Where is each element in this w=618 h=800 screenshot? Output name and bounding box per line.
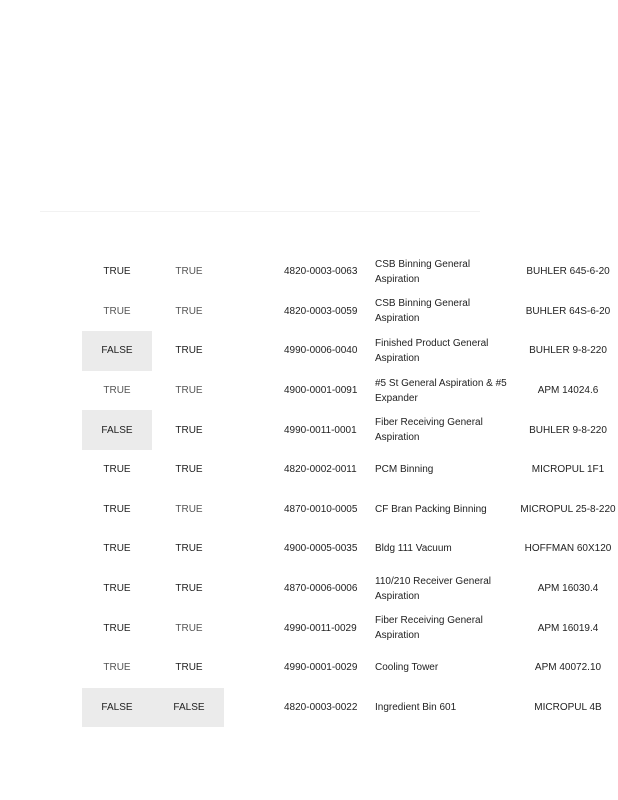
model-cell: BUHLER 9-8-220 [529,424,607,436]
model-cell: BUHLER 64S-6-20 [525,305,611,317]
model-cell: MICROPUL 4B [534,701,602,713]
equipment-id-cell: 4870-0010-0005 [284,503,358,515]
equipment-id-cell: 4990-0011-0029 [284,622,357,634]
flag-a-cell: TRUE [103,622,131,634]
equipment-id-cell: 4990-0011-0001 [284,424,357,436]
table-row [0,529,618,569]
flag-b-cell: TRUE [175,583,203,595]
model-cell: HOFFMAN 60X120 [524,543,612,555]
model-cell: BUHLER 9-8-220 [529,345,607,357]
flag-b-cell: TRUE [175,345,203,357]
flag-a-cell: TRUE [103,464,131,476]
table-row [0,252,618,292]
table-row [0,450,618,490]
flag-a-cell: TRUE [103,503,131,515]
equipment-id-cell: 4820-0003-0059 [284,305,358,317]
equipment-id-cell: 4870-0006-0006 [284,583,358,595]
equipment-table [0,252,618,727]
flag-a-cell: FALSE [101,424,133,436]
table-row [0,608,618,648]
model-cell: APM 16030.4 [537,583,599,595]
flag-b-cell: TRUE [175,543,203,555]
equipment-id-cell: 4990-0006-0040 [284,345,358,357]
flag-b-cell: TRUE [175,503,203,515]
flag-a-cell: TRUE [103,662,131,674]
equipment-id-cell: 4900-0001-0091 [284,385,358,397]
description-cell: PCM Binning [375,464,434,476]
model-cell: APM 14024.6 [537,385,599,397]
description-cell: CSB Binning General Aspiration [375,258,471,285]
table-row [0,292,618,332]
flag-b-cell: TRUE [175,424,203,436]
flag-b-cell: TRUE [175,464,203,476]
equipment-id-cell: 4990-0001-0029 [284,662,358,674]
table-row [0,688,618,728]
table-row [0,410,618,450]
flag-b-cell: TRUE [175,266,203,278]
flag-a-cell: FALSE [101,701,133,713]
flag-a-cell: TRUE [103,266,131,278]
table-row [0,371,618,411]
flag-a-cell: FALSE [101,345,133,357]
table-row [0,569,618,609]
model-cell: MICROPUL 25-8-220 [520,503,616,515]
description-cell: Bldg 111 Vacuum [375,543,452,555]
equipment-id-cell: 4820-0003-0063 [284,266,358,278]
flag-b-cell: TRUE [175,622,203,634]
flag-a-cell: TRUE [103,385,131,397]
description-cell: Ingredient Bin 601 [375,701,457,713]
equipment-id-cell: 4820-0003-0022 [284,701,358,713]
description-cell: CF Bran Packing Binning [375,503,487,515]
equipment-id-cell: 4820-0002-0011 [284,464,357,476]
model-cell: APM 40072.10 [534,662,602,674]
description-cell: Fiber Receiving General Aspiration [375,417,483,444]
model-cell: APM 16019.4 [537,622,599,634]
scan-artifact-line [40,211,480,212]
flag-b-cell: TRUE [175,385,203,397]
flag-a-cell: TRUE [103,583,131,595]
model-cell: BUHLER 645-6-20 [526,266,610,278]
description-cell: CSB Binning General Aspiration [375,298,471,325]
table-row [0,331,618,371]
model-cell: MICROPUL 1F1 [531,464,605,476]
description-cell: #5 St General Aspiration & #5 Expander [375,377,507,404]
description-cell: Fiber Receiving General Aspiration [375,615,483,642]
flag-a-cell: TRUE [103,305,131,317]
flag-b-cell: TRUE [175,662,203,674]
flag-b-cell: TRUE [175,305,203,317]
flag-b-cell: FALSE [173,701,205,713]
table-row [0,490,618,530]
flag-a-cell: TRUE [103,543,131,555]
description-cell: 110/210 Receiver General Aspiration [375,575,491,602]
equipment-id-cell: 4900-0005-0035 [284,543,358,555]
description-cell: Finished Product General Aspiration [375,337,489,364]
description-cell: Cooling Tower [375,662,439,674]
table-row [0,648,618,688]
